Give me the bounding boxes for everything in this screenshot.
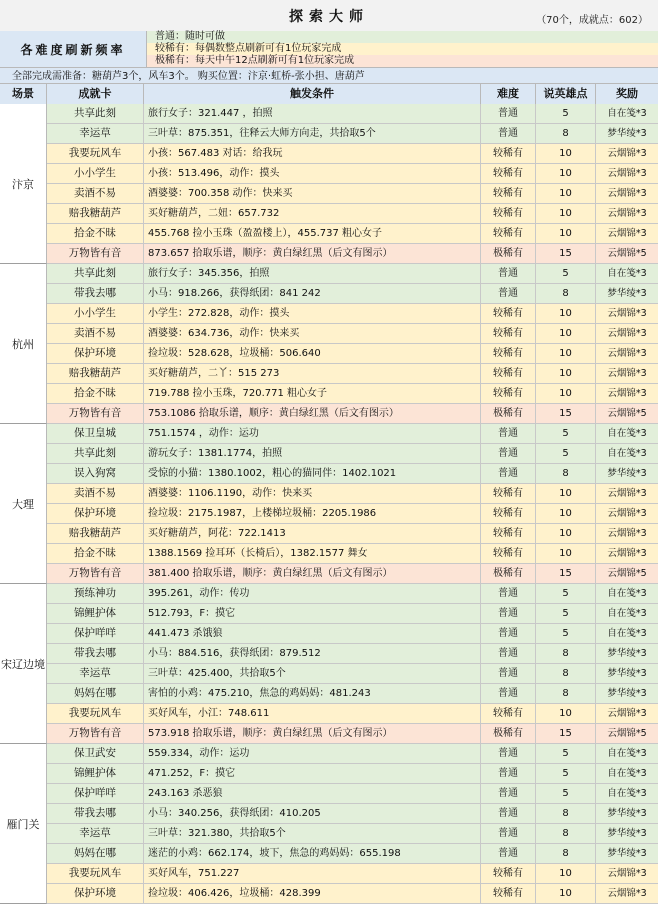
freq-rare: 较稀有：每偶数整点刷新可有1位玩家完成: [147, 43, 658, 55]
trigger-condition: 873.657 拾取乐谱，顺序：黄白绿红黑（后文有图示）: [144, 244, 481, 263]
trigger-condition: 三叶草：321.380，共拾取5个: [144, 824, 481, 843]
trigger-condition: 捡垃圾：528.628，垃圾桶：506.640: [144, 344, 481, 363]
hero-points-cell: 15: [536, 724, 596, 743]
table-row: [47, 344, 658, 364]
rarity-cell: 普通: [481, 844, 536, 863]
table-row: [47, 624, 658, 644]
table-row: [47, 424, 658, 444]
reward-cell: 云烟锦*3: [607, 508, 647, 519]
reward-cell: 梦华绫*3: [607, 688, 647, 699]
achievement-card: 我要玩风车: [47, 144, 144, 163]
freq-epic: 极稀有：每天中午12点刷新可有1位玩家完成: [147, 55, 658, 67]
achievement-card: 预练神功: [47, 584, 144, 603]
rarity-cell: 普通: [481, 264, 536, 283]
rarity-cell: 普通: [481, 824, 536, 843]
reward-cell: 云烟锦*3: [607, 888, 647, 899]
rarity-cell: 较稀有: [481, 384, 536, 403]
hero-points-cell: 10: [536, 704, 596, 723]
rarity-cell: 普通: [481, 424, 536, 443]
rarity-cell: 较稀有: [481, 504, 536, 523]
reward-cell: 云烟锦*3: [607, 308, 647, 319]
rarity-cell: 普通: [481, 124, 536, 143]
achievement-card: 保护环境: [47, 344, 144, 363]
hero-points-cell: 10: [536, 884, 596, 903]
trigger-condition: 捡垃圾：406.426，垃圾桶：428.399: [144, 884, 481, 903]
rarity-cell: 较稀有: [481, 324, 536, 343]
rarity-cell: 极稀有: [481, 724, 536, 743]
header-reward: 奖励: [616, 87, 638, 100]
hero-points-cell: 8: [536, 824, 596, 843]
reward-cell: 云烟锦*3: [607, 388, 647, 399]
rarity-cell: 较稀有: [481, 364, 536, 383]
rarity-cell: 较稀有: [481, 144, 536, 163]
achievement-card: 带我去哪: [47, 804, 144, 823]
hero-points-cell: 8: [536, 804, 596, 823]
header-condition: 触发条件: [144, 84, 481, 104]
header-card: 成就卡: [47, 84, 144, 104]
table-header: [0, 84, 658, 105]
header-points: 说英雄点: [536, 84, 596, 104]
rarity-cell: 普通: [481, 584, 536, 603]
preparation-note: 全部完成需准备：糖葫芦3个，风车3个。 购买位置：汴京·虹桥-张小担、唐葫芦: [0, 67, 658, 84]
rarity-cell: 较稀有: [481, 484, 536, 503]
trigger-condition: 酒婆婆：634.736，动作：快来买: [144, 324, 481, 343]
reward-cell: 自在笺*3: [607, 748, 647, 759]
table-row: [47, 364, 658, 384]
hero-points-cell: 10: [536, 544, 596, 563]
hero-points-cell: 10: [536, 144, 596, 163]
reward-cell: 梦华绫*3: [607, 668, 647, 679]
reward-cell: 梦华绫*3: [607, 648, 647, 659]
achievement-card: 幸运草: [47, 664, 144, 683]
page-title: 探索大师: [289, 9, 369, 25]
hero-points-cell: 15: [536, 404, 596, 423]
hero-points-cell: 5: [536, 764, 596, 783]
table-row: [47, 884, 658, 904]
rarity-cell: 极稀有: [481, 564, 536, 583]
freq-common: 普通：随时可做: [147, 31, 658, 43]
table-row: [47, 764, 658, 784]
table-row: [47, 844, 658, 864]
hero-points-cell: 10: [536, 344, 596, 363]
achievement-card: 万物皆有音: [47, 564, 144, 583]
hero-points-cell: 5: [536, 424, 596, 443]
trigger-condition: 559.334，动作：运功: [144, 744, 481, 763]
hero-points-cell: 8: [536, 844, 596, 863]
trigger-condition: 三叶草：875.351，往释云大师方向走，共拾取5个: [144, 124, 481, 143]
rarity-cell: 较稀有: [481, 704, 536, 723]
rarity-cell: 普通: [481, 744, 536, 763]
trigger-condition: 小马：340.256，获得纸团：410.205: [144, 804, 481, 823]
achievement-card: 幸运草: [47, 124, 144, 143]
hero-points-cell: 5: [536, 104, 596, 123]
table-row: [47, 784, 658, 804]
achievement-card: 误入狗窝: [47, 464, 144, 483]
rarity-cell: 较稀有: [481, 544, 536, 563]
achievement-card: 带我去哪: [47, 284, 144, 303]
achievement-card: 小小学生: [47, 164, 144, 183]
hero-points-cell: 10: [536, 484, 596, 503]
table-row: [47, 604, 658, 624]
achievement-card: 万物皆有音: [47, 404, 144, 423]
achievement-card: 妈妈在哪: [47, 684, 144, 703]
trigger-condition: 395.261，动作：传功: [144, 584, 481, 603]
reward-cell: 云烟锦*5: [607, 728, 647, 739]
table-row: [47, 444, 658, 464]
hero-points-cell: 5: [536, 784, 596, 803]
achievement-count: （70个，成就点：602）: [536, 15, 648, 26]
reward-cell: 自在笺*3: [607, 448, 647, 459]
table-row: [47, 404, 658, 424]
rarity-cell: 较稀有: [481, 164, 536, 183]
table-row: [47, 744, 658, 764]
reward-cell: 云烟锦*3: [607, 868, 647, 879]
table-row: [47, 824, 658, 844]
table-row: [47, 544, 658, 564]
reward-cell: 云烟锦*3: [607, 148, 647, 159]
trigger-condition: 捡垃圾：2175.1987，上楼梯垃圾桶：2205.1986: [144, 504, 481, 523]
hero-points-cell: 10: [536, 184, 596, 203]
hero-points-cell: 10: [536, 304, 596, 323]
table-row: [47, 504, 658, 524]
hero-points-cell: 5: [536, 264, 596, 283]
table-row: [47, 664, 658, 684]
hero-points-cell: 10: [536, 864, 596, 883]
hero-points-cell: 5: [536, 604, 596, 623]
rarity-cell: 普通: [481, 644, 536, 663]
table-row: [47, 164, 658, 184]
rarity-cell: 较稀有: [481, 304, 536, 323]
achievement-card: 幸运草: [47, 824, 144, 843]
achievement-card: 共享此刻: [47, 264, 144, 283]
reward-cell: 梦华绫*3: [607, 128, 647, 139]
scene-cell: 杭州: [0, 264, 47, 424]
reward-cell: 云烟锦*3: [607, 188, 647, 199]
achievement-card: 保护环境: [47, 884, 144, 903]
reward-cell: 梦华绫*3: [607, 828, 647, 839]
hero-points-cell: 10: [536, 384, 596, 403]
refresh-frequency-section: [0, 31, 658, 67]
table-row: [47, 284, 658, 304]
table-row: [47, 484, 658, 504]
table-row: [47, 104, 658, 124]
table-row: [47, 244, 658, 264]
reward-cell: 云烟锦*5: [607, 568, 647, 579]
achievement-card: 共享此刻: [47, 104, 144, 123]
trigger-condition: 381.400 拾取乐谱，顺序：黄白绿红黑（后文有图示）: [144, 564, 481, 583]
achievement-card: 小小学生: [47, 304, 144, 323]
trigger-condition: 1388.1569 捡耳环（长椅后），1382.1577 舞女: [144, 544, 481, 563]
trigger-condition: 买好风车，751.227: [144, 864, 481, 883]
reward-cell: 自在笺*3: [607, 608, 647, 619]
trigger-condition: 旅行女子：345.356，拍照: [144, 264, 481, 283]
trigger-condition: 719.788 捡小玉珠，720.771 粗心女子: [144, 384, 481, 403]
refresh-frequency-label: 各难度刷新频率: [0, 31, 147, 67]
hero-points-cell: 15: [536, 244, 596, 263]
trigger-condition: 573.918 拾取乐谱，顺序：黄白绿红黑（后文有图示）: [144, 724, 481, 743]
table-row: [47, 864, 658, 884]
scene-cell: 汴京: [0, 104, 47, 264]
achievement-card: 保卫武安: [47, 744, 144, 763]
table-row: [47, 724, 658, 744]
rarity-cell: 普通: [481, 604, 536, 623]
table-row: [47, 184, 658, 204]
rarity-cell: 较稀有: [481, 524, 536, 543]
reward-cell: 云烟锦*3: [607, 708, 647, 719]
trigger-condition: 三叶草：425.400，共拾取5个: [144, 664, 481, 683]
achievement-card: 保护环境: [47, 504, 144, 523]
trigger-condition: 游玩女子：1381.1774，拍照: [144, 444, 481, 463]
reward-cell: 云烟锦*5: [607, 248, 647, 259]
trigger-condition: 751.1574 ，动作：运功: [144, 424, 481, 443]
hero-points-cell: 15: [536, 564, 596, 583]
trigger-condition: 买好糖葫芦，二丫：515 273: [144, 364, 481, 383]
trigger-condition: 小学生：272.828，动作：摸头: [144, 304, 481, 323]
rarity-cell: 普通: [481, 664, 536, 683]
scene-cell: 宋辽边境: [0, 584, 47, 744]
table-row: [47, 384, 658, 404]
trigger-condition: 455.768 捡小玉珠（盈盈楼上），455.737 粗心女子: [144, 224, 481, 243]
trigger-condition: 买好糖葫芦，二妞：657.732: [144, 204, 481, 223]
reward-cell: 梦华绫*3: [607, 808, 647, 819]
rarity-cell: 普通: [481, 464, 536, 483]
title-row: [0, 0, 658, 32]
achievement-card: 卖酒不易: [47, 484, 144, 503]
hero-points-cell: 8: [536, 124, 596, 143]
trigger-condition: 441.473 杀饿狼: [144, 624, 481, 643]
hero-points-cell: 8: [536, 684, 596, 703]
table-row: [47, 684, 658, 704]
trigger-condition: 小马：884.516，获得纸团：879.512: [144, 644, 481, 663]
reward-cell: 云烟锦*3: [607, 228, 647, 239]
achievement-card: 保护咩咩: [47, 784, 144, 803]
table-row: [47, 304, 658, 324]
achievement-card: 妈妈在哪: [47, 844, 144, 863]
trigger-condition: 512.793，F：摸它: [144, 604, 481, 623]
trigger-condition: 迷茫的小鸡：662.174，坡下，焦急的鸡妈妈：655.198: [144, 844, 481, 863]
table-row: [47, 524, 658, 544]
table-row: [47, 464, 658, 484]
hero-points-cell: 8: [536, 464, 596, 483]
achievement-card: 锦鲤护体: [47, 764, 144, 783]
table-row: [47, 224, 658, 244]
hero-points-cell: 8: [536, 664, 596, 683]
achievement-card: 赔我糖葫芦: [47, 524, 144, 543]
reward-cell: 云烟锦*3: [607, 168, 647, 179]
table-row: [47, 124, 658, 144]
reward-cell: 云烟锦*3: [607, 368, 647, 379]
table-row: [47, 144, 658, 164]
table-row: [47, 584, 658, 604]
rarity-cell: 较稀有: [481, 344, 536, 363]
achievement-card: 赔我糖葫芦: [47, 204, 144, 223]
scene-cell: 雁门关: [0, 744, 47, 904]
achievement-card: 万物皆有音: [47, 244, 144, 263]
hero-points-cell: 10: [536, 224, 596, 243]
trigger-condition: 753.1086 拾取乐谱，顺序：黄白绿红黑（后文有图示）: [144, 404, 481, 423]
trigger-condition: 受惊的小猫：1380.1002，粗心的猫同伴：1402.1021: [144, 464, 481, 483]
rarity-cell: 普通: [481, 684, 536, 703]
trigger-condition: 小孩：567.483 对话：给我玩: [144, 144, 481, 163]
table-row: [47, 704, 658, 724]
header-rarity: 难度: [481, 84, 536, 104]
hero-points-cell: 10: [536, 504, 596, 523]
achievement-card: 我要玩风车: [47, 704, 144, 723]
hero-points-cell: 8: [536, 284, 596, 303]
achievement-card: 保护咩咩: [47, 624, 144, 643]
table-row: [47, 264, 658, 284]
hero-points-cell: 10: [536, 204, 596, 223]
achievement-card: 拾金不昧: [47, 384, 144, 403]
rarity-cell: 普通: [481, 284, 536, 303]
table-row: [47, 804, 658, 824]
hero-points-cell: 5: [536, 744, 596, 763]
achievement-card: 共享此刻: [47, 444, 144, 463]
reward-cell: 梦华绫*3: [607, 288, 647, 299]
achievement-card: 卖酒不易: [47, 324, 144, 343]
trigger-condition: 小马：918.266，获得纸团：841 242: [144, 284, 481, 303]
hero-points-cell: 10: [536, 364, 596, 383]
rarity-cell: 普通: [481, 764, 536, 783]
reward-cell: 云烟锦*3: [607, 348, 647, 359]
reward-cell: 梦华绫*3: [607, 468, 647, 479]
reward-cell: 梦华绫*3: [607, 848, 647, 859]
reward-cell: 云烟锦*3: [607, 208, 647, 219]
hero-points-cell: 10: [536, 524, 596, 543]
rarity-cell: 普通: [481, 804, 536, 823]
achievement-card: 拾金不昧: [47, 544, 144, 563]
reward-cell: 云烟锦*3: [607, 528, 647, 539]
reward-cell: 自在笺*3: [607, 268, 647, 279]
reward-cell: 云烟锦*3: [607, 488, 647, 499]
rarity-cell: 普通: [481, 444, 536, 463]
trigger-condition: 害怕的小鸡：475.210，焦急的鸡妈妈：481.243: [144, 684, 481, 703]
trigger-condition: 买好风车，小江：748.611: [144, 704, 481, 723]
achievement-card: 卖酒不易: [47, 184, 144, 203]
table-row: [47, 644, 658, 664]
header-scene: 场景: [0, 84, 47, 104]
rarity-cell: 普通: [481, 104, 536, 123]
rarity-cell: 普通: [481, 784, 536, 803]
reward-cell: 自在笺*3: [607, 428, 647, 439]
reward-cell: 自在笺*3: [607, 628, 647, 639]
trigger-condition: 酒婆婆：700.358 动作：快来买: [144, 184, 481, 203]
rarity-cell: 较稀有: [481, 184, 536, 203]
hero-points-cell: 8: [536, 644, 596, 663]
trigger-condition: 酒婆婆：1106.1190，动作：快来买: [144, 484, 481, 503]
reward-cell: 云烟锦*3: [607, 548, 647, 559]
hero-points-cell: 10: [536, 324, 596, 343]
reward-cell: 自在笺*3: [607, 788, 647, 799]
rarity-cell: 极稀有: [481, 404, 536, 423]
trigger-condition: 小孩：513.496，动作：摸头: [144, 164, 481, 183]
trigger-condition: 471.252，F：摸它: [144, 764, 481, 783]
rarity-cell: 普通: [481, 624, 536, 643]
hero-points-cell: 5: [536, 444, 596, 463]
achievement-card: 赔我糖葫芦: [47, 364, 144, 383]
achievement-card: 带我去哪: [47, 644, 144, 663]
table-row: [47, 324, 658, 344]
reward-cell: 自在笺*3: [607, 588, 647, 599]
trigger-condition: 旅行女子：321.447 ，拍照: [144, 104, 481, 123]
achievement-card: 拾金不昧: [47, 224, 144, 243]
hero-points-cell: 5: [536, 584, 596, 603]
reward-cell: 云烟锦*5: [607, 408, 647, 419]
table-row: [47, 564, 658, 584]
trigger-condition: 买好糖葫芦，阿花：722.1413: [144, 524, 481, 543]
reward-cell: 自在笺*3: [607, 768, 647, 779]
achievement-card: 万物皆有音: [47, 724, 144, 743]
hero-points-cell: 10: [536, 164, 596, 183]
reward-cell: 自在笺*3: [607, 108, 647, 119]
rarity-cell: 较稀有: [481, 884, 536, 903]
rarity-cell: 较稀有: [481, 224, 536, 243]
hero-points-cell: 5: [536, 624, 596, 643]
achievement-card: 锦鲤护体: [47, 604, 144, 623]
rarity-cell: 较稀有: [481, 864, 536, 883]
trigger-condition: 243.163 杀恶狼: [144, 784, 481, 803]
rarity-cell: 较稀有: [481, 204, 536, 223]
reward-cell: 云烟锦*3: [607, 328, 647, 339]
achievement-card: 保卫皇城: [47, 424, 144, 443]
table-row: [47, 204, 658, 224]
scene-cell: 大理: [0, 424, 47, 584]
rarity-cell: 极稀有: [481, 244, 536, 263]
achievement-card: 我要玩风车: [47, 864, 144, 883]
